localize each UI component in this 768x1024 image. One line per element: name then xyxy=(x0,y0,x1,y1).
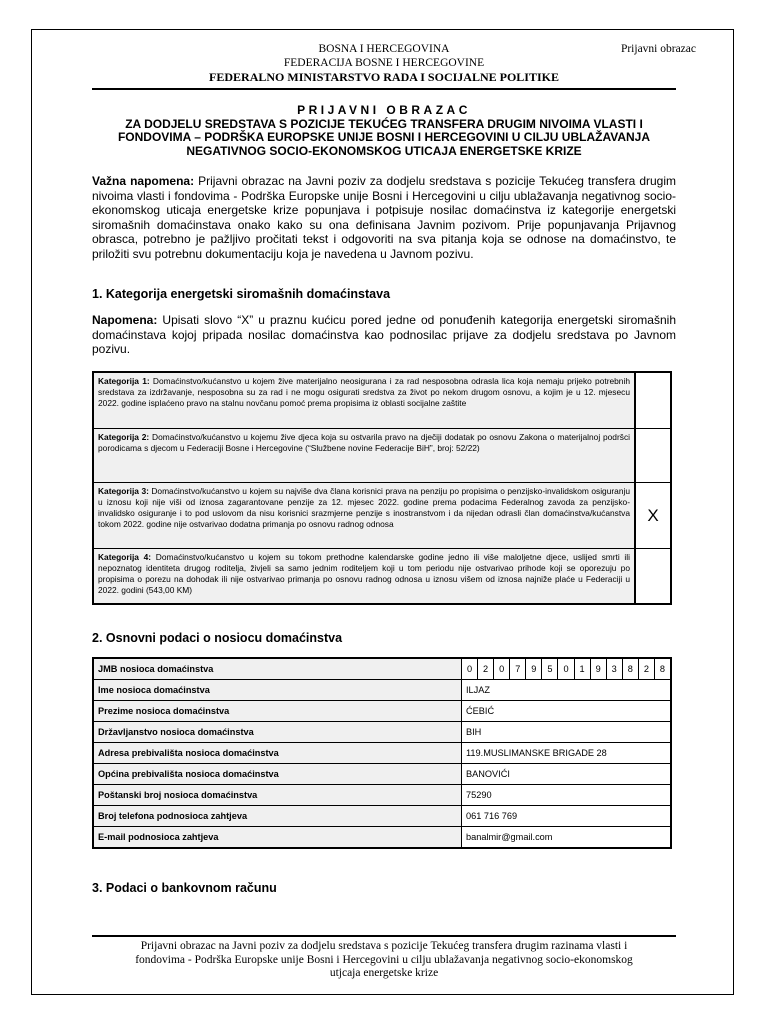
title-sub-2: FONDOVIMA – PODRŠKA EUROPSKE UNIJE BOSNI I HERCEGOVINI U CILJU UBLAŽAVANJA xyxy=(117,130,651,144)
title-sub-1: ZA DODJELU SREDSTAVA S POZICIJE TEKUĆEG TRANSFERA DRUGIM NIVOIMA VLASTI I xyxy=(125,116,643,131)
title-main: PRIJAVNI OBRAZAC xyxy=(297,103,471,117)
section-1-note-text: Upisati slovo “X” u praznu kućicu pored jedne od ponuđenih kategorija energetski siromašnih domaćinstava kojoj pripada nosilac domaćinstva kao podnosilac prijave za dodjelu sredstava po Javnom pozivu. xyxy=(92,313,676,356)
table-row xyxy=(93,785,671,806)
category-1-label: Kategorija 1: xyxy=(98,376,150,386)
category-2-text: Domaćinstvo/kućanstvo u kojemu žive djeca koja su ostvarila pravo na dječiji dodatak po osnovu Zakona o materijalnoj podršci porodicama s djecom u Federaciji Bosne i Hercegovine (“Službene novine Federacije BiH”, broj: 52/22) xyxy=(98,431,630,453)
header-divider xyxy=(92,88,676,90)
footer-line-2: fondovima - Podrška Europske unije Bosni i Hercegovini u cilju ublažavanja negativnog socio-ekonomskog xyxy=(135,953,633,966)
jmb-digit: 3 xyxy=(607,659,623,679)
jmb-digit: 8 xyxy=(623,659,639,679)
important-note-label: Važna napomena: xyxy=(92,174,195,188)
last-name-label: Prezime nosioca domaćinstva xyxy=(93,701,462,722)
section-2-heading: 2. Osnovni podaci o nosiocu domaćinstva xyxy=(92,631,343,645)
table-row xyxy=(93,658,671,680)
table-row xyxy=(93,701,671,722)
section-1-note xyxy=(92,313,676,357)
jmb-digit: 0 xyxy=(462,659,478,679)
table-row xyxy=(93,806,671,827)
jmb-digit: 0 xyxy=(558,659,574,679)
footer-line-1: Prijavni obrazac na Javni poziv za dodjelu sredstava s pozicije Tekućeg transfera drugim razinama vlasti i xyxy=(140,940,628,952)
table-row xyxy=(93,680,671,701)
section-3-heading: 3. Podaci o bankovnom računu xyxy=(92,881,277,895)
category-row xyxy=(93,372,671,428)
table-row xyxy=(93,722,671,743)
header-country: BOSNA I HERCEGOVINA xyxy=(318,43,450,55)
category-3-checkbox[interactable]: X xyxy=(635,482,671,548)
category-3-label: Kategorija 3: xyxy=(98,485,149,496)
last-name-field[interactable]: ĆEBIĆ xyxy=(462,701,672,722)
jmb-digit: 2 xyxy=(639,659,655,679)
holder-data-table xyxy=(92,657,672,849)
important-note-text: Prijavni obrazac na Javni poziv za dodjelu sredstava s pozicije Tekućeg transfera drugim nivoima vlasti i fondovima - Podrška Europske unije Bosni i Hercegovini u cilju ublažavanja negativnog socio-ekonomskog uticaja energetske krize popunjava i potpisuje nosilac domaćinstva iz kategorije energetski siromašnih domaćinstava onako kako su ona definisana Javnim pozivom. Prije popunjavanja Prijavnog obrasca, potrebno je pažljivo pročitati tekst i odgovoriti na sva pitanja koja se odnose na domaćinstvo, te priložiti svu potrebnu dokumentaciju koja je navedena u Javnom pozivu. xyxy=(92,174,676,261)
email-label: E-mail podnosioca zahtjeva xyxy=(93,827,462,849)
jmb-label: JMB nosioca domaćinstva xyxy=(93,658,462,680)
category-row xyxy=(93,482,671,548)
jmb-digit: 8 xyxy=(659,664,666,674)
category-2-label: Kategorija 2: xyxy=(98,431,150,442)
category-1-description xyxy=(93,372,635,428)
section-1-note-label: Napomena: xyxy=(92,313,158,327)
footer-divider xyxy=(92,935,676,937)
category-4-description xyxy=(93,548,635,604)
footer-line-3: utjcaja energetske krize xyxy=(329,967,439,979)
category-1-checkbox[interactable] xyxy=(635,372,671,428)
category-1-text: Domaćinstvo/kućanstvo u kojem žive materijalno neosigurana i za rad nesposobna odrasla lica koja nemaju prijeko potrebnih sredstava za izdržavanje, nesposobna su za rad i ne mogu osigurati sredstva za život po nekom drugom osnovu, a kojim je u 12. mjesecu 2022. godine isplaćeno pravo na stalnu novčanu pomoć prema propisima iz oblasti socijalne zaštite xyxy=(98,376,630,408)
municipality-label: Općina prebivališta nosioca domaćinstva xyxy=(93,764,462,785)
jmb-digit: 7 xyxy=(510,659,526,679)
category-4-checkbox[interactable] xyxy=(635,548,671,604)
first-name-field[interactable]: ILJAZ xyxy=(462,680,672,701)
jmb-digit: 2 xyxy=(478,659,494,679)
form-title xyxy=(92,104,676,158)
jmb-digits xyxy=(462,659,670,679)
email-field[interactable]: banalmir@gmail.com xyxy=(462,827,672,849)
table-row xyxy=(93,764,671,785)
jmb-digit: 0 xyxy=(494,659,510,679)
header-ministry: FEDERALNO MINISTARSTVO RADA I SOCIJALNE POLITIKE xyxy=(209,70,559,84)
jmb-digit: 5 xyxy=(542,659,558,679)
municipality-field[interactable]: BANOVIĆI xyxy=(462,764,672,785)
category-table xyxy=(92,371,672,605)
table-row xyxy=(93,827,671,849)
jmb-digit: 9 xyxy=(591,659,607,679)
address-label: Adresa prebivališta nosioca domaćinstva xyxy=(93,743,462,764)
category-3-text: Domaćinstvo/kućanstvo u kojem su najviše dva člana korisnici prava na penziju po propisima o penzijsko-invalidskom osiguranju u iznosu koji nije viši od iznosa zagarantovane penzije za 12. mjesec 2022. godine prema podacima Federalnog zavoda za penzijsko-invalidsko osiguranje i to pod uslovom da nisu korisnici srazmjerne penzije s inostranstvom i da nijedan odrasli član domaćinstva/kućanstva tokom 2022. godine nije ostvarivao dodatna primanja po osnovu radnog odnosa xyxy=(98,485,630,529)
important-note xyxy=(92,174,676,261)
first-name-label: Ime nosioca domaćinstva xyxy=(93,680,462,701)
title-sub-3: NEGATIVNOG SOCIO-EKONOMSKOG UTICAJA ENERGETSKE KRIZE xyxy=(186,143,582,158)
citizenship-label: Državljanstvo nosioca domaćinstva xyxy=(93,722,462,743)
section-1-heading: 1. Kategorija energetski siromašnih domaćinstava xyxy=(92,287,391,301)
postal-code-label: Poštanski broj nosioca domaćinstva xyxy=(93,785,462,806)
citizenship-field[interactable]: BIH xyxy=(462,722,672,743)
postal-code-field[interactable]: 75290 xyxy=(462,785,672,806)
page-footer xyxy=(92,940,676,981)
category-2-description xyxy=(93,428,635,482)
phone-label: Broj telefona podnosioca zahtjeva xyxy=(93,806,462,827)
jmb-digit: 9 xyxy=(526,659,542,679)
category-row xyxy=(93,548,671,604)
table-row xyxy=(93,743,671,764)
jmb-digit: 1 xyxy=(575,659,591,679)
category-3-description xyxy=(93,482,635,548)
form-label: Prijavni obrazac xyxy=(620,43,696,55)
address-field[interactable]: 119.MUSLIMANSKE BRIGADE 28 xyxy=(462,743,672,764)
category-row xyxy=(93,428,671,482)
category-2-checkbox[interactable] xyxy=(635,428,671,482)
category-4-label: Kategorija 4: xyxy=(98,551,152,562)
header-federation: FEDERACIJA BOSNE I HERCEGOVINE xyxy=(283,57,485,69)
jmb-field[interactable] xyxy=(462,658,672,680)
phone-field[interactable]: 061 716 769 xyxy=(462,806,672,827)
category-4-text: Domaćinstvo/kućanstvo u kojem su tokom prethodne kalendarske godine jedno ili više maloljetne djece, uslijed smrti ili nepoznatog identiteta drugog roditelja, živjeli sa samo jednim roditeljem koji u tom periodu nije ostvarivao prihode koji se oporezuju po propisima o porezu na dohodak ili nije ostvarivao primanja po osnovu radnog odnosa u iznosu višem od iznosa najniže plaće u Federaciji u 2022. godini (543,00 KM) xyxy=(98,551,630,595)
